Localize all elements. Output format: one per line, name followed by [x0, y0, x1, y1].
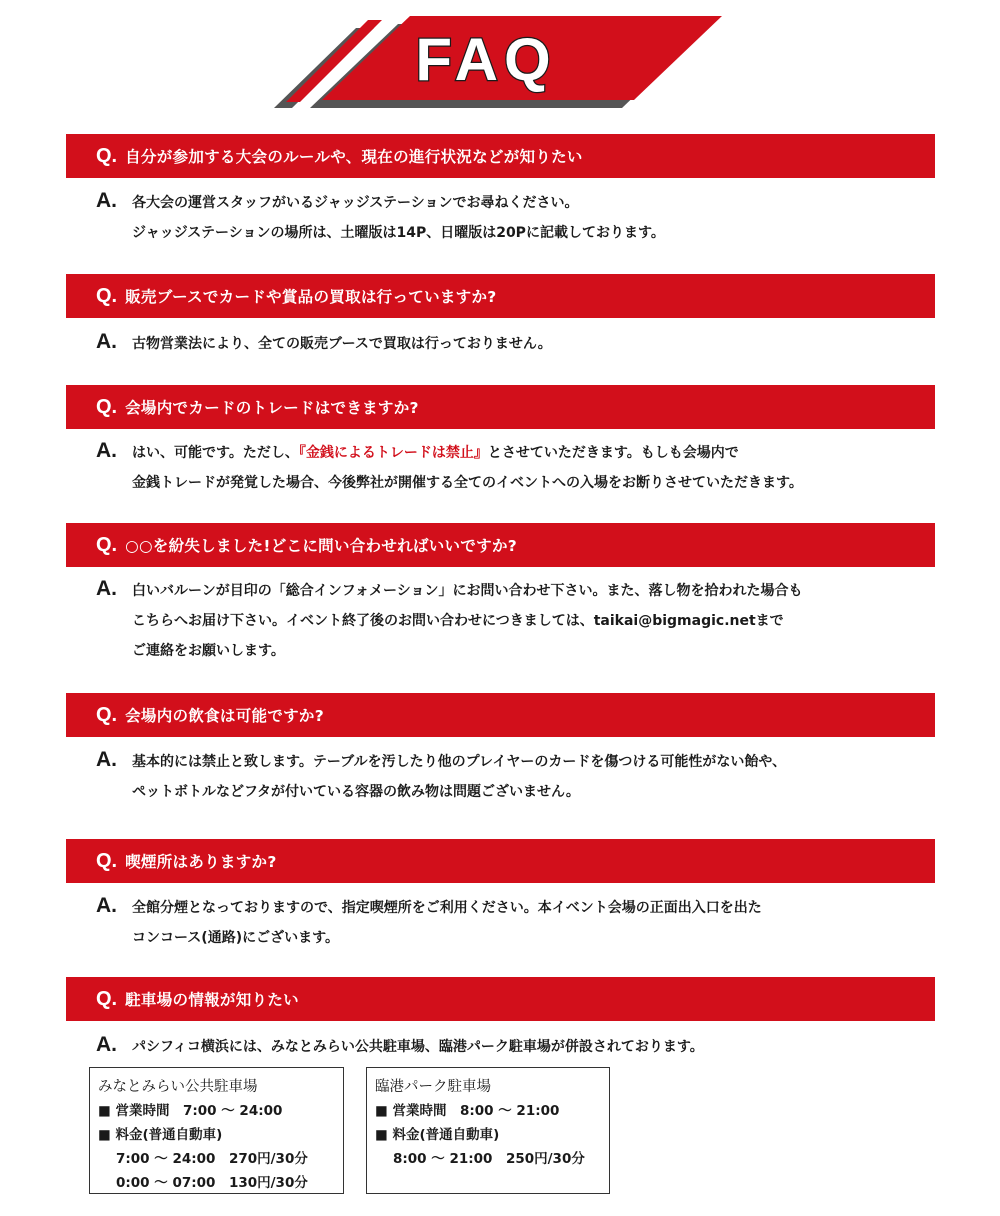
answer-line: こちらへお届け下さい。イベント終了後のお問い合わせにつきましては、taikai@bigmagic.netまで [132, 613, 784, 629]
answer-line: ペットボトルなどフタが付いている容器の飲み物は問題ございません。 [132, 784, 580, 800]
a-mark: A. [96, 577, 117, 600]
parking-fee-label: ■ 料金(普通自動車) [98, 1127, 223, 1143]
question-bar [66, 523, 935, 567]
answer-line: 白いバルーンが目印の「総合インフォメーション」にお問い合わせ下さい。また、落し物を拾われた場合も [132, 583, 803, 599]
question-bar [66, 134, 935, 178]
question-text: ○○を紛失しました!どこに問い合わせればいいですか? [125, 537, 518, 555]
question-text: 喫煙所はありますか? [125, 853, 277, 871]
q-mark: Q. [96, 849, 118, 872]
warning-text: 『金銭によるトレードは禁止』 [298, 445, 488, 461]
q-mark: Q. [96, 703, 118, 726]
answer [96, 327, 956, 359]
question-bar [66, 693, 935, 737]
a-mark: A. [96, 748, 117, 771]
q-mark: Q. [96, 395, 118, 418]
faq-title: FAQ [415, 26, 557, 93]
answer [96, 1030, 956, 1062]
a-mark: A. [96, 894, 117, 917]
answer-line: ジャッジステーションの場所は、土曜版は14P、日曜版は20Pに記載しております。 [132, 225, 665, 241]
parking-hours: ■ 営業時間 7:00 ～ 24:00 [98, 1103, 283, 1119]
question-text: 駐車場の情報が知りたい [125, 991, 299, 1009]
q-mark: Q. [96, 533, 118, 556]
a-mark: A. [96, 439, 117, 462]
answer-line: ご連絡をお願いします。 [132, 643, 285, 659]
question-text: 販売ブースでカードや賞品の買取は行っていますか? [125, 288, 497, 306]
q-mark: Q. [96, 987, 118, 1010]
parking-fee-label: ■ 料金(普通自動車) [375, 1127, 500, 1143]
parking-hours: ■ 営業時間 8:00 ～ 21:00 [375, 1103, 560, 1119]
answer-line: 全館分煙となっておりますので、指定喫煙所をご利用ください。本イベント会場の正面出入口を出た [132, 900, 762, 916]
q-mark: Q. [96, 144, 118, 167]
answer-line: 金銭トレードが発覚した場合、今後弊社が開催する全てのイベントへの入場をお断りさせていただきます。 [132, 475, 803, 491]
answer [96, 186, 956, 248]
parking-fee: 0:00 ～ 07:00 130円/30分 [116, 1175, 308, 1191]
answer-line: 古物営業法により、全ての販売ブースで買取は行っておりません。 [132, 336, 552, 352]
parking-fee: 8:00 ～ 21:00 250円/30分 [393, 1151, 585, 1167]
answer-line: 基本的には禁止と致します。テーブルを汚したり他のプレイヤーのカードを傷つける可能性がない飴や、 [132, 754, 787, 770]
question-text: 会場内の飲食は可能ですか? [125, 707, 325, 725]
parking-box-rinko [366, 1067, 610, 1194]
parking-box-minatomirai [89, 1067, 344, 1194]
faq-banner [270, 14, 730, 108]
q-mark: Q. [96, 284, 118, 307]
question-bar [66, 385, 935, 429]
answer [96, 745, 956, 807]
question-text: 自分が参加する大会のルールや、現在の進行状況などが知りたい [125, 148, 583, 166]
question-text: 会場内でカードのトレードはできますか? [125, 399, 419, 417]
parking-fee: 7:00 ～ 24:00 270円/30分 [116, 1151, 308, 1167]
a-mark: A. [96, 189, 117, 212]
question-bar [66, 839, 935, 883]
answer-line: 各大会の運営スタッフがいるジャッジステーションでお尋ねください。 [132, 195, 579, 211]
answer [96, 436, 956, 498]
parking-name: 臨港パーク駐車場 [375, 1079, 491, 1095]
answer-line: コンコース(通路)にございます。 [132, 930, 339, 946]
question-bar [66, 977, 935, 1021]
answer [96, 574, 956, 666]
answer [96, 891, 956, 953]
parking-name: みなとみらい公共駐車場 [98, 1079, 258, 1095]
answer-line: とさせていただきます。もしも会場内で [487, 445, 739, 461]
answer-line: パシフィコ横浜には、みなとみらい公共駐車場、臨港パーク駐車場が併設されております。 [132, 1039, 704, 1055]
a-mark: A. [96, 1033, 117, 1056]
question-bar [66, 274, 935, 318]
answer-line: はい、可能です。ただし、 [132, 445, 299, 461]
a-mark: A. [96, 330, 117, 353]
